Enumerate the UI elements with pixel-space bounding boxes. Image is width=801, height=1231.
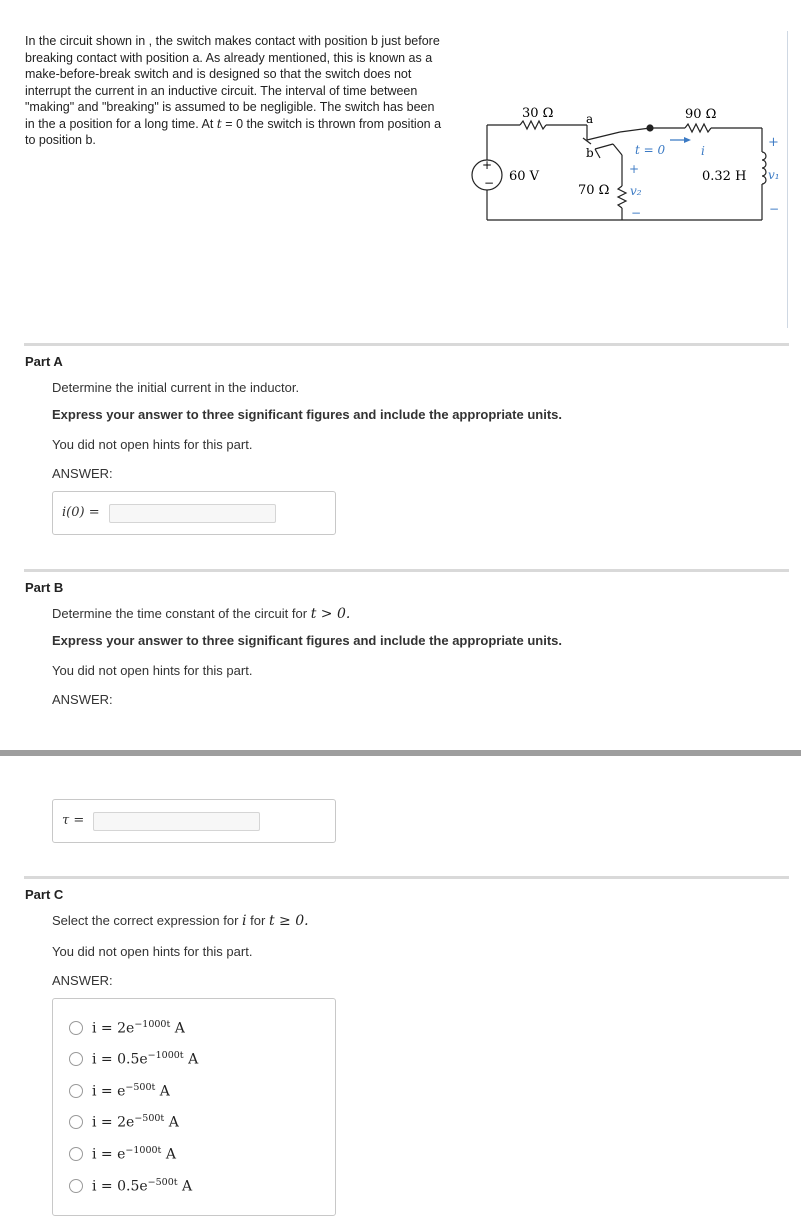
part-b-hint: You did not open hints for this part. (52, 663, 253, 678)
part-a-question: Determine the initial current in the inductor. (52, 380, 300, 395)
radio-button[interactable] (69, 1179, 83, 1193)
choice-6[interactable] (69, 1174, 192, 1198)
part-c-divider (24, 876, 789, 879)
part-c-answer-label: ANSWER: (52, 973, 113, 988)
part-b-question-text: Determine the time constant of the circuit for (52, 606, 308, 621)
part-c-question-var: i (242, 913, 247, 929)
part-c-question-math: t ≥ 0. (268, 913, 309, 929)
choice-4-base: i = 2e (92, 1114, 135, 1131)
part-b-divider (24, 569, 789, 572)
problem-statement (25, 33, 445, 149)
radio-button[interactable] (69, 1052, 83, 1066)
page-separator (0, 750, 801, 756)
node-a-label: a (586, 112, 594, 126)
choice-3-base: i = e (92, 1083, 126, 1100)
part-a-hint: You did not open hints for this part. (52, 437, 253, 452)
part-b-var-label: τ = (62, 813, 85, 828)
circuit-diagram (465, 100, 785, 230)
choice-2-base: i = 0.5e (92, 1051, 148, 1068)
source-plus: + (482, 158, 493, 172)
choice-5[interactable] (69, 1142, 176, 1166)
choice-3-exponent: −500t (125, 1082, 156, 1094)
part-b-answer-box (52, 799, 336, 843)
node-b-label: b (586, 146, 594, 160)
source-minus: − (484, 176, 495, 190)
part-a-title: Part A (25, 354, 63, 369)
choice-4-unit: A (168, 1114, 179, 1131)
r3-label: 90 Ω (685, 107, 717, 122)
choice-5-base: i = e (92, 1146, 126, 1163)
choice-1-exponent: −1000t (134, 1019, 171, 1031)
intro-time-var: t (216, 115, 222, 131)
part-a-divider (24, 343, 789, 346)
part-a-var-label: i(0) = (62, 505, 100, 520)
right-border (787, 31, 788, 328)
choice-6-unit: A (182, 1178, 193, 1195)
part-c-question (52, 913, 309, 929)
choice-1[interactable] (69, 1016, 185, 1040)
choice-4[interactable] (69, 1110, 179, 1134)
intro-text: In the circuit shown in , the switch makes contact with position b just before breaking contact with position a. As already mentioned, this is known as a make-before-break switch and is designed so that the switch does not interrupt the current in an inductive circuit. The interval of time between "making" and "breaking" is assumed to be negligible. The switch has been in the a position for a long time. At (25, 34, 440, 131)
choice-3[interactable] (69, 1079, 170, 1103)
v2-label: v₂ (630, 184, 642, 198)
part-c-question-text: Select the correct expression for (52, 913, 239, 928)
choice-1-base: i = 2e (92, 1020, 135, 1037)
radio-button[interactable] (69, 1021, 83, 1035)
switch-time-label: t = 0 (635, 143, 666, 157)
choice-5-unit: A (165, 1146, 176, 1163)
part-c-title: Part C (25, 887, 64, 902)
inductor-label: 0.32 H (702, 169, 747, 184)
part-a-answer-box (52, 491, 336, 535)
part-b-instruction: Express your answer to three significant figures and include the appropriate units. (52, 633, 562, 648)
current-label: i (701, 144, 705, 158)
v2-minus: − (631, 206, 642, 220)
part-a-answer-label: ANSWER: (52, 466, 113, 481)
source-label: 60 V (509, 169, 540, 184)
choice-2-expression (92, 1050, 198, 1068)
part-c-choices (52, 998, 336, 1216)
part-c-question-mid: for (250, 913, 266, 928)
part-a-instruction: Express your answer to three significant figures and include the appropriate units. (52, 407, 562, 422)
intro-text-end: = 0 the switch is thrown from position a to position b. (25, 116, 442, 147)
choice-5-exponent: −1000t (125, 1145, 162, 1157)
part-b-title: Part B (25, 580, 64, 595)
radio-button[interactable] (69, 1084, 83, 1098)
v1-label: v₁ (768, 168, 780, 182)
part-b-question-math: t > 0. (310, 606, 351, 622)
choice-5-expression (92, 1145, 176, 1163)
v2-plus: + (629, 162, 640, 176)
part-c-hint: You did not open hints for this part. (52, 944, 253, 959)
choice-1-unit: A (174, 1020, 185, 1037)
part-b-answer-input[interactable] (93, 812, 260, 831)
choice-4-expression (92, 1113, 179, 1131)
choice-6-exponent: −500t (147, 1177, 178, 1189)
choice-1-expression (92, 1019, 185, 1037)
r1-label: 30 Ω (522, 106, 554, 121)
choice-2[interactable] (69, 1047, 198, 1071)
choice-3-unit: A (159, 1083, 170, 1100)
part-a-answer-input[interactable] (109, 504, 276, 523)
radio-button[interactable] (69, 1115, 83, 1129)
choice-6-expression (92, 1177, 192, 1195)
v1-minus: − (769, 202, 780, 216)
part-b-answer-label: ANSWER: (52, 692, 113, 707)
v1-plus: + (768, 135, 779, 150)
choice-3-expression (92, 1082, 170, 1100)
part-b-question (52, 606, 350, 622)
choice-2-unit: A (188, 1051, 199, 1068)
choice-4-exponent: −500t (134, 1113, 165, 1125)
radio-button[interactable] (69, 1147, 83, 1161)
choice-6-base: i = 0.5e (92, 1178, 148, 1195)
choice-2-exponent: −1000t (147, 1050, 184, 1062)
r2-label: 70 Ω (578, 183, 610, 198)
